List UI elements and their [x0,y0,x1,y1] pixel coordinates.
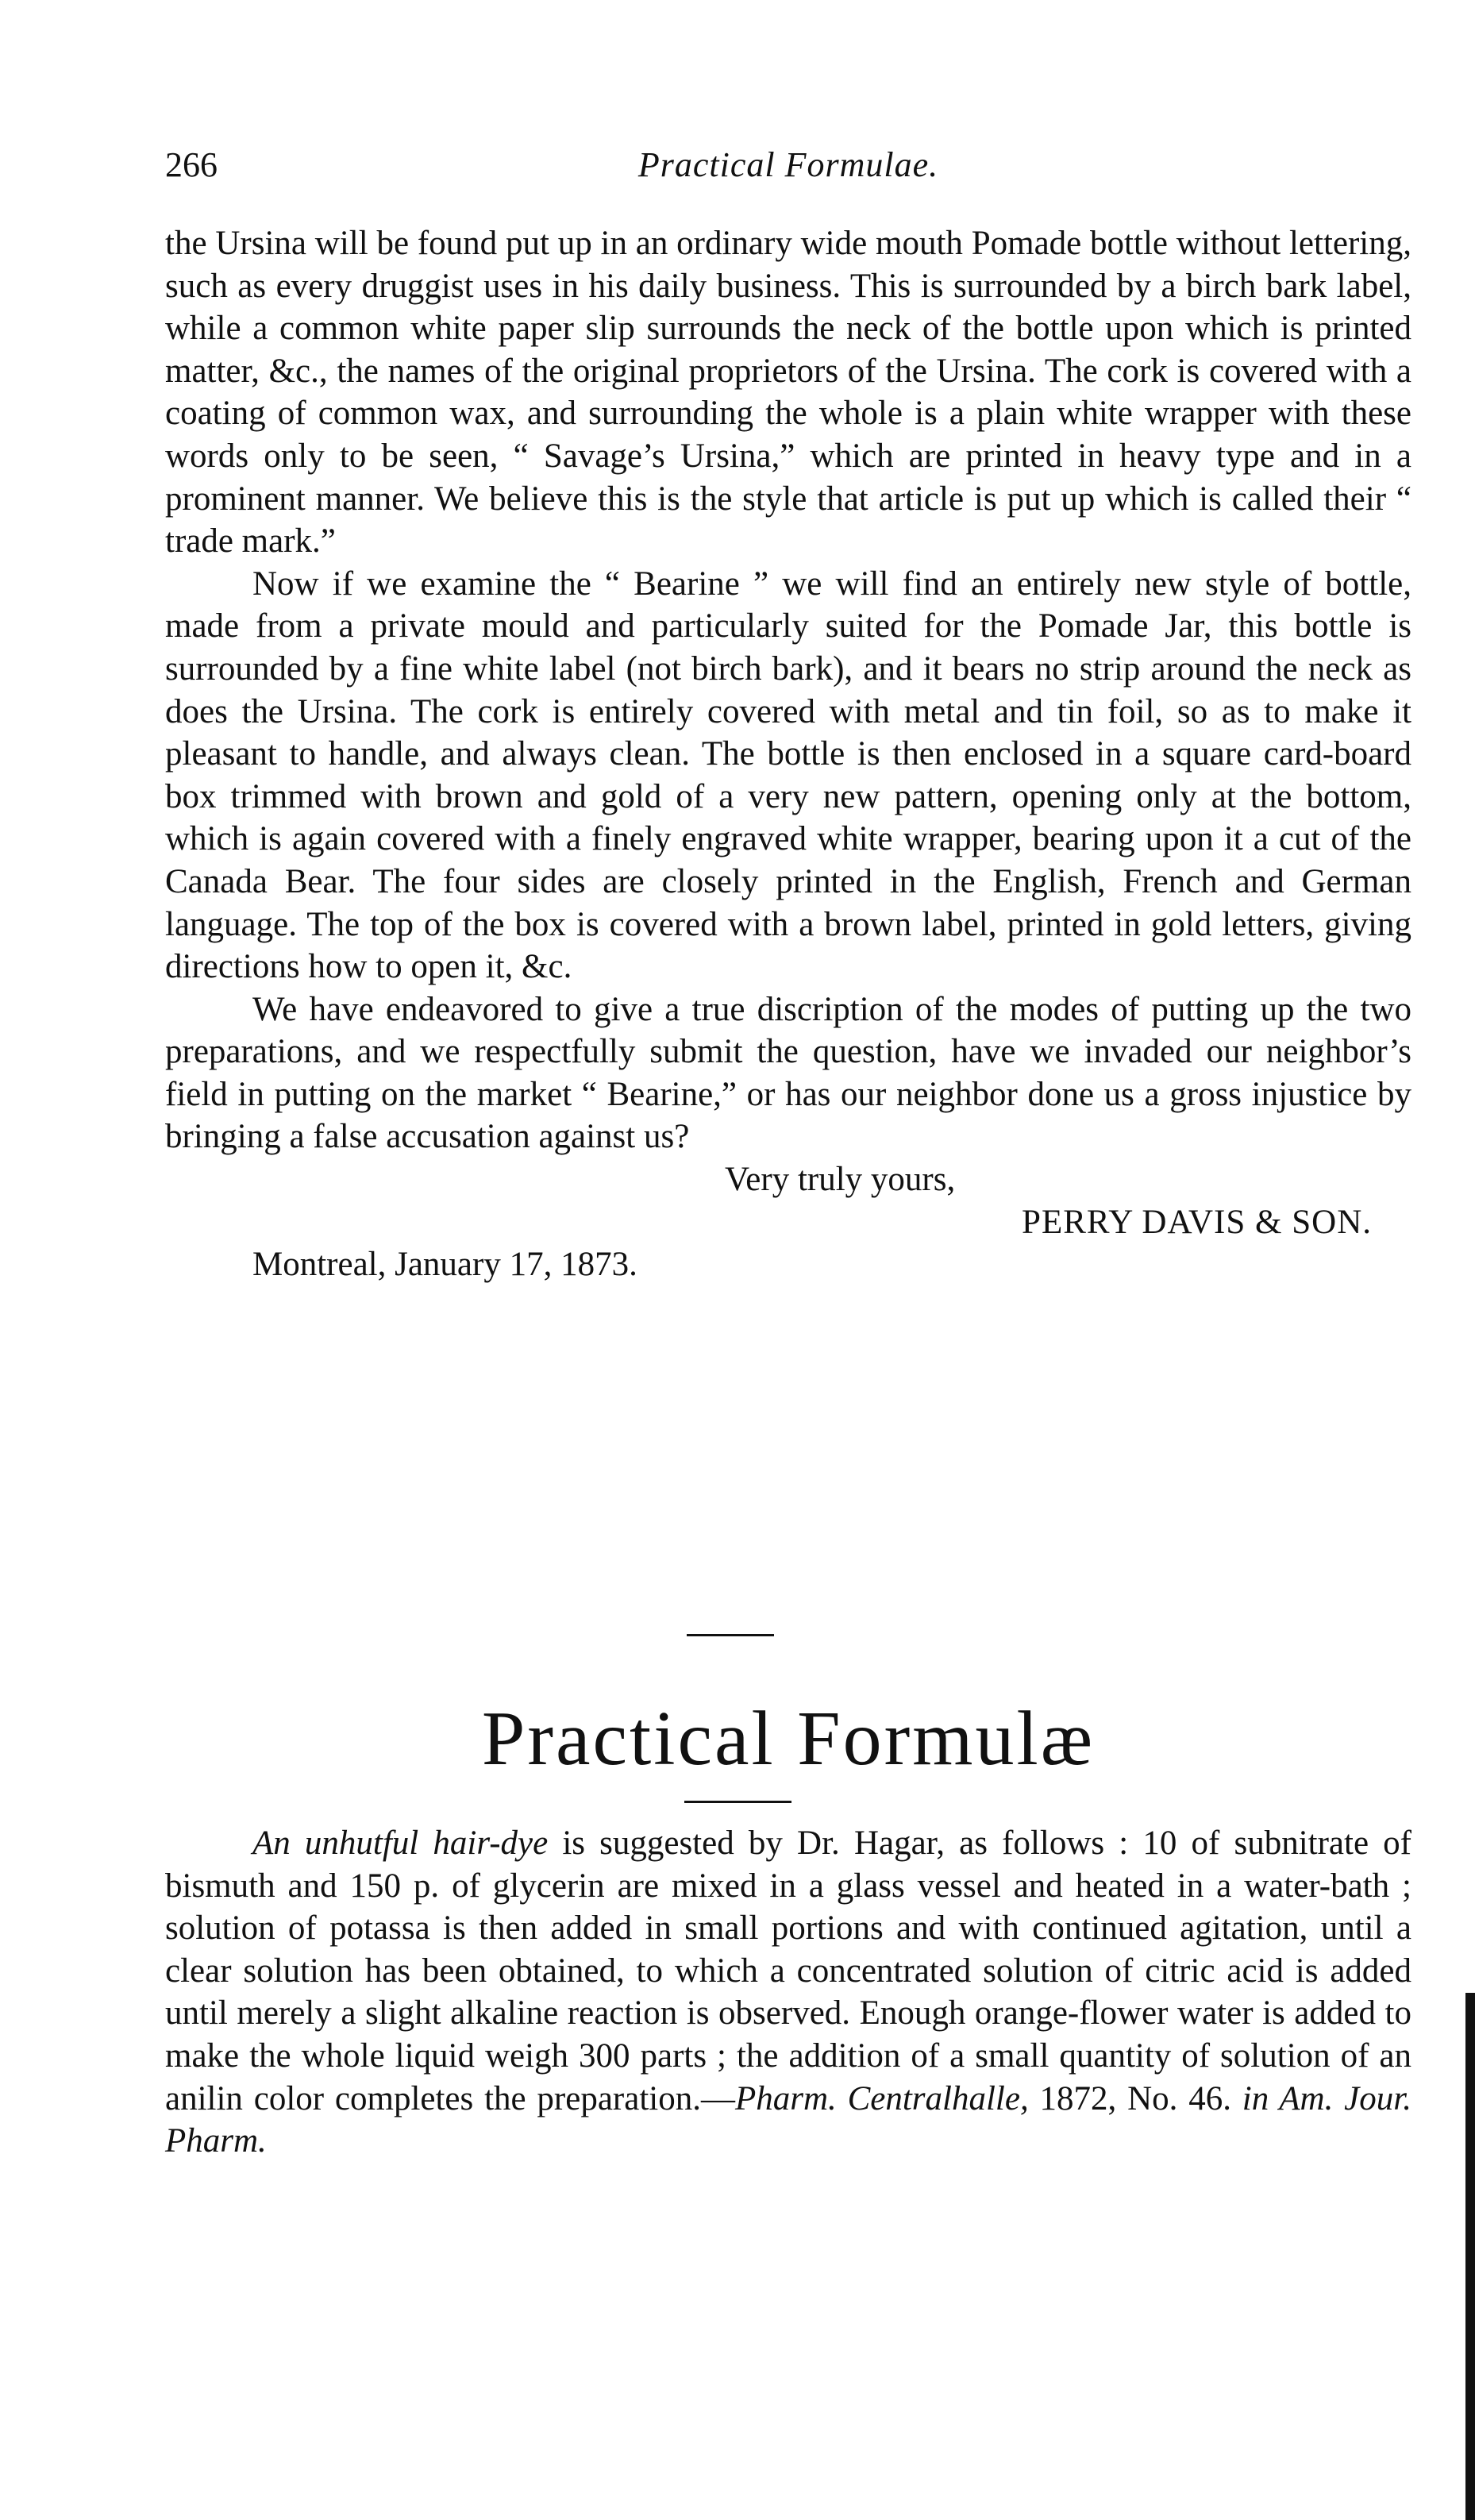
formula-source-reprint: in Am. Jour. Pharm. [165,2079,1411,2160]
closing-signature: PERRY DAVIS & SON. [1022,1203,1372,1241]
section-heading: Practical Formulæ [481,1696,1096,1782]
running-title: Practical Formulae. [637,145,939,184]
letter-closing [165,1158,1411,1286]
letter-paragraph-2: Now if we examine the “ Bearine ” we will find an entirely new style of bottle, made from a private mould and particularly suited for the Pomade Jar, this bottle is surrounded by a fine white label (not birch bark), and it bears no strip around the neck as does the Ursina. The cork is entirely covered with metal and tin foil, so as to make it pleasant to handle, and always clean. The bottle is then enclosed in a square card-board box trimmed with brown and gold of a very new pattern, opening only at the bottom, which is again covered with a finely engraved white wrapper, bearing upon it a cut of the Canada Bear. The four sides are closely printed in the English, French and German language. The top of the box is covered with a brown label, printed in gold letters, giving directions how to open it, &c. [165,564,1411,986]
page-number: 266 [165,145,218,184]
letter-paragraph-1: the Ursina will be found put up in an ordinary wide mouth Pomade bottle without lettering, such as every druggist uses in his daily business. This is surrounded by a birch bark label, while a common white paper slip surrounds the neck of the bottle upon which is printed matter, &c., the names of the original proprietors of the Ursina. The cork is covered with a coating of common wax, and surrounding the whole is a plain white wrapper with these words only to be seen, “ Savage’s Ursina,” which are printed in heavy type and in a prominent manner. We believe this is the style that article is put up which is called their “ trade mark.” [165,225,1411,561]
formula-lead: An unhutful hair-dye [252,1824,549,1862]
heading-underline-rule [684,1801,791,1803]
section-divider-rule [687,1634,774,1636]
formula-paragraph [165,1822,1411,2163]
letter-paragraph-3: We have endeavored to give a true discription of the modes of putting up the two preparations, and we respectfully submit the question, have we invaded our neighbor’s field in putting on the market “ Bearine,” or has our neighbor done us a gross injustice by bringing a false accusation against us? [165,990,1411,1156]
scan-edge-shadow [1465,1993,1475,2520]
closing-dateline: Montreal, January 17, 1873. [252,1246,637,1284]
formula-source-issue: 1872, No. 46. [1028,2079,1231,2117]
formula-article [165,1822,1411,2163]
formula-body: is suggested by Dr. Hagar, as follows : 10 of subnitrate of bismuth and 150 p. of glycerin are mixed in a glass vessel and heated in a water-bath ; solution of potassa is then added in small portions and with continued agitation, until a clear solution has been obtained, to which a concentrated solution of citric acid is added until merely a slight alkaline reaction is observed. Enough orange-flower water is added to make the whole liquid weigh 300 parts ; the addition of a small quantity of solution of an anilin color completes the preparation.— [165,1824,1412,2117]
formula-source-journal: Pharm. Centralhalle, [734,2079,1029,2117]
running-head [165,141,1411,189]
closing-salutation: Very truly yours, [725,1161,956,1199]
letter-body [165,222,1411,1286]
